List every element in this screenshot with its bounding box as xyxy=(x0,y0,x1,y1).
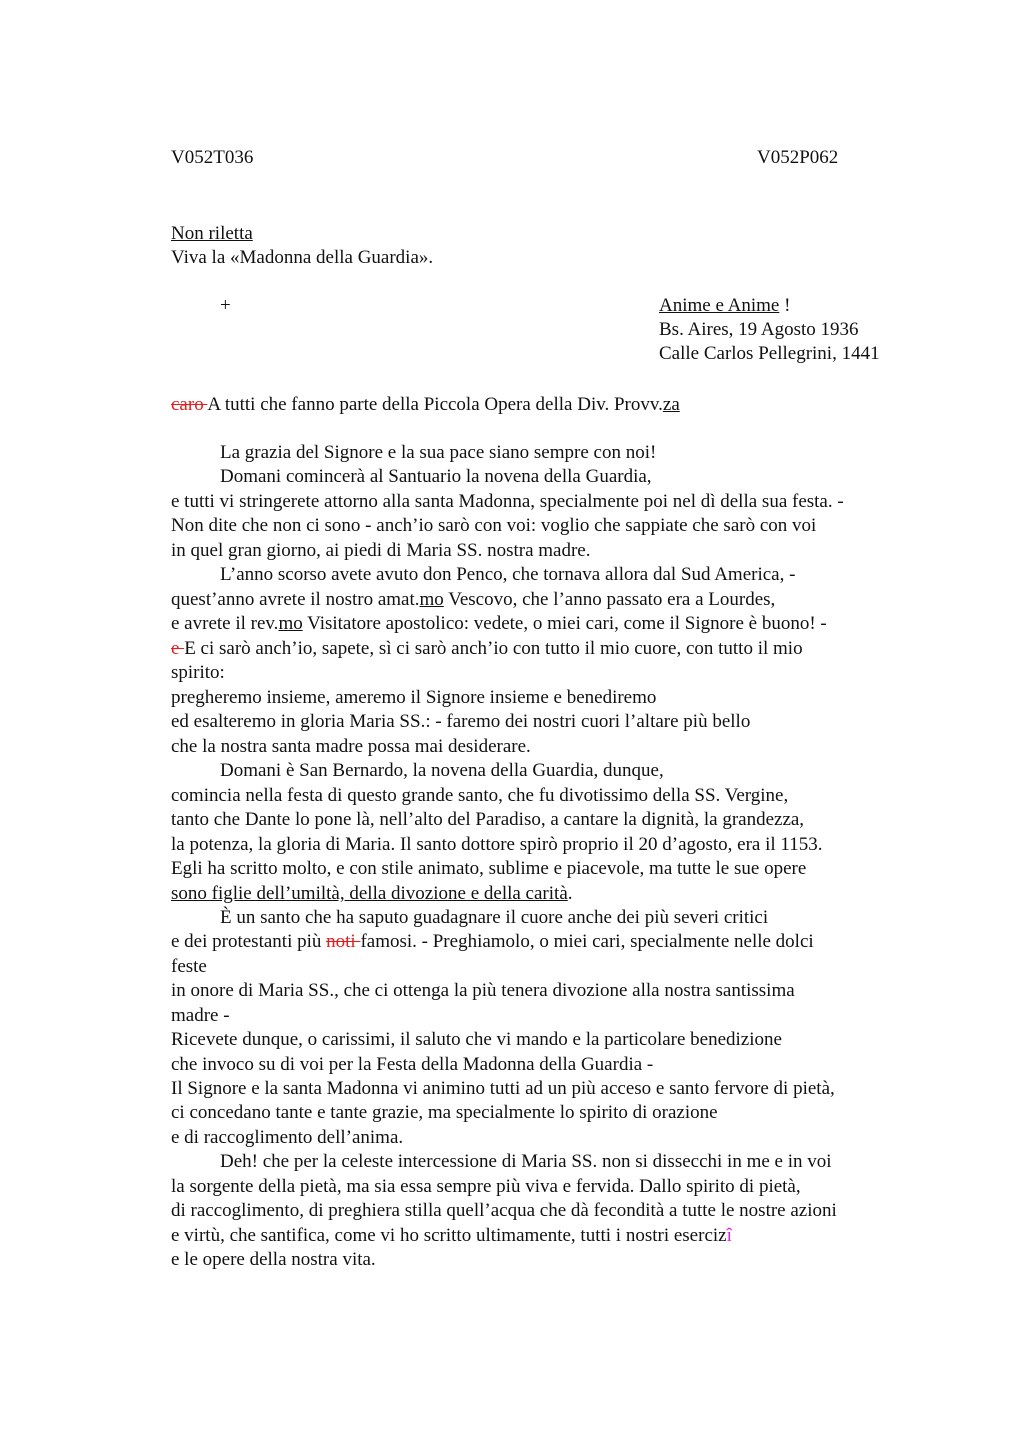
body-line: la sorgente della pietà, ma sia essa sempre più viva e fervida. Dallo spirito di pietà, xyxy=(171,1176,801,1197)
highlighted-character: î xyxy=(726,1225,732,1246)
body-line: Domani comincerà al Santuario la novena della Guardia, xyxy=(220,466,652,487)
abbreviation-superscript: za xyxy=(662,394,680,415)
body-line xyxy=(171,882,573,906)
body-line: ci concedano tante e tante grazie, ma specialmente lo spirito di orazione xyxy=(171,1102,718,1123)
body-line: comincia nella festa di questo grande santo, che fu divotissimo della SS. Vergine, xyxy=(171,785,789,806)
body-line xyxy=(171,637,803,661)
text-span: . xyxy=(567,883,573,904)
body-line: La grazia del Signore e la sua pace siano sempre con noi! xyxy=(220,442,657,463)
body-line: che invoco su di voi per la Festa della Madonna della Guardia - xyxy=(171,1054,654,1075)
body-line: che la nostra santa madre possa mai desiderare. xyxy=(171,736,531,757)
body-line: tanto che Dante lo pone là, nell’alto del Paradiso, a cantare la dignità, la grandezza, xyxy=(171,809,805,830)
body-line: e di raccoglimento dell’anima. xyxy=(171,1127,404,1148)
body-line xyxy=(171,612,827,636)
salutation xyxy=(171,393,680,417)
body-line: spirito: xyxy=(171,662,225,683)
body-line: in quel gran giorno, ai piedi di Maria SS. nostra madre. xyxy=(171,540,591,561)
body-line: pregheremo insieme, ameremo il Signore insieme e benediremo xyxy=(171,687,657,708)
motto: Viva la «Madonna della Guardia». xyxy=(171,247,434,268)
place-date: Bs. Aires, 19 Agosto 1936 xyxy=(659,319,859,340)
address: Calle Carlos Pellegrini, 1441 xyxy=(659,343,880,364)
body-line: Domani è San Bernardo, la novena della Guardia, dunque, xyxy=(220,760,664,781)
letter-title-suffix: ! xyxy=(779,295,791,316)
letter-title-text: Anime e Anime xyxy=(659,295,780,316)
body-line xyxy=(171,588,775,612)
text-span: e avrete il rev. xyxy=(171,613,279,634)
cross-symbol: + xyxy=(220,295,231,316)
text-span: Visitatore apostolico: vedete, o miei cari, come il Signore è buono! - xyxy=(302,613,827,634)
body-line: Egli ha scritto molto, e con stile animato, sublime e piacevole, ma tutte le sue opere xyxy=(171,858,807,879)
text-span: e dei protestanti più xyxy=(171,931,327,952)
body-line: madre - xyxy=(171,1005,230,1026)
salutation-text: A tutti che fanno parte della Piccola Opera della Div. Provv. xyxy=(207,394,663,415)
body-line: Deh! che per la celeste intercessione di Maria SS. non si dissecchi in me e in voi xyxy=(220,1151,832,1172)
body-line: e tutti vi stringerete attorno alla santa Madonna, specialmente poi nel dì della sua festa. - xyxy=(171,491,844,512)
note-unreread: Non riletta xyxy=(171,223,253,244)
deleted-word: e xyxy=(171,638,185,659)
body-line: Non dite che non ci sono - anch’io sarò con voi: voglio che sappiate che sarò con voi xyxy=(171,515,817,536)
body-line: la potenza, la gloria di Maria. Il santo dottore spirò proprio il 20 d’agosto, era il 1153. xyxy=(171,834,823,855)
body-line: di raccoglimento, di preghiera stilla quell’acqua che dà fecondità a tutte le nostre azioni xyxy=(171,1200,837,1221)
body-line: Ricevete dunque, o carissimi, il saluto che vi mando e la particolare benedizione xyxy=(171,1029,782,1050)
body-line: ed esalteremo in gloria Maria SS.: - faremo dei nostri cuori l’altare più bello xyxy=(171,711,751,732)
abbreviation-superscript: mo xyxy=(419,589,444,610)
text-span: Vescovo, che l’anno passato era a Lourdes, xyxy=(443,589,776,610)
body-line: È un santo che ha saputo guadagnare il cuore anche dei più severi critici xyxy=(220,907,769,928)
deleted-word: noti xyxy=(326,931,361,952)
document-code-left: V052T036 xyxy=(171,147,254,168)
abbreviation-superscript: mo xyxy=(278,613,303,634)
text-span: e virtù, che santifica, come vi ho scritto ultimamente, tutti i nostri eserciz xyxy=(171,1225,727,1246)
body-line: Il Signore e la santa Madonna vi animino tutti ad un più acceso e santo fervore di pietà, xyxy=(171,1078,835,1099)
body-line: L’anno scorso avete avuto don Penco, che tornava allora dal Sud America, - xyxy=(220,564,796,585)
text-span: E ci sarò anch’io, sapete, sì ci sarò anch’io con tutto il mio cuore, con tutto il mio xyxy=(184,638,803,659)
deleted-word: caro xyxy=(171,394,208,415)
body-line: e le opere della nostra vita. xyxy=(171,1249,376,1270)
letter-title xyxy=(659,295,790,317)
body-line xyxy=(171,1224,732,1248)
text-span: famosi. - Preghiamolo, o miei cari, specialmente nelle dolci xyxy=(360,931,814,952)
body-line xyxy=(171,930,814,954)
underlined-phrase: sono figlie dell’umiltà, della divozione e della carità xyxy=(171,883,568,904)
text-span: quest’anno avrete il nostro amat. xyxy=(171,589,420,610)
body-line: in onore di Maria SS., che ci ottenga la più tenera divozione alla nostra santissima xyxy=(171,980,795,1001)
body-line: feste xyxy=(171,956,207,977)
document-code-right: V052P062 xyxy=(757,147,839,168)
